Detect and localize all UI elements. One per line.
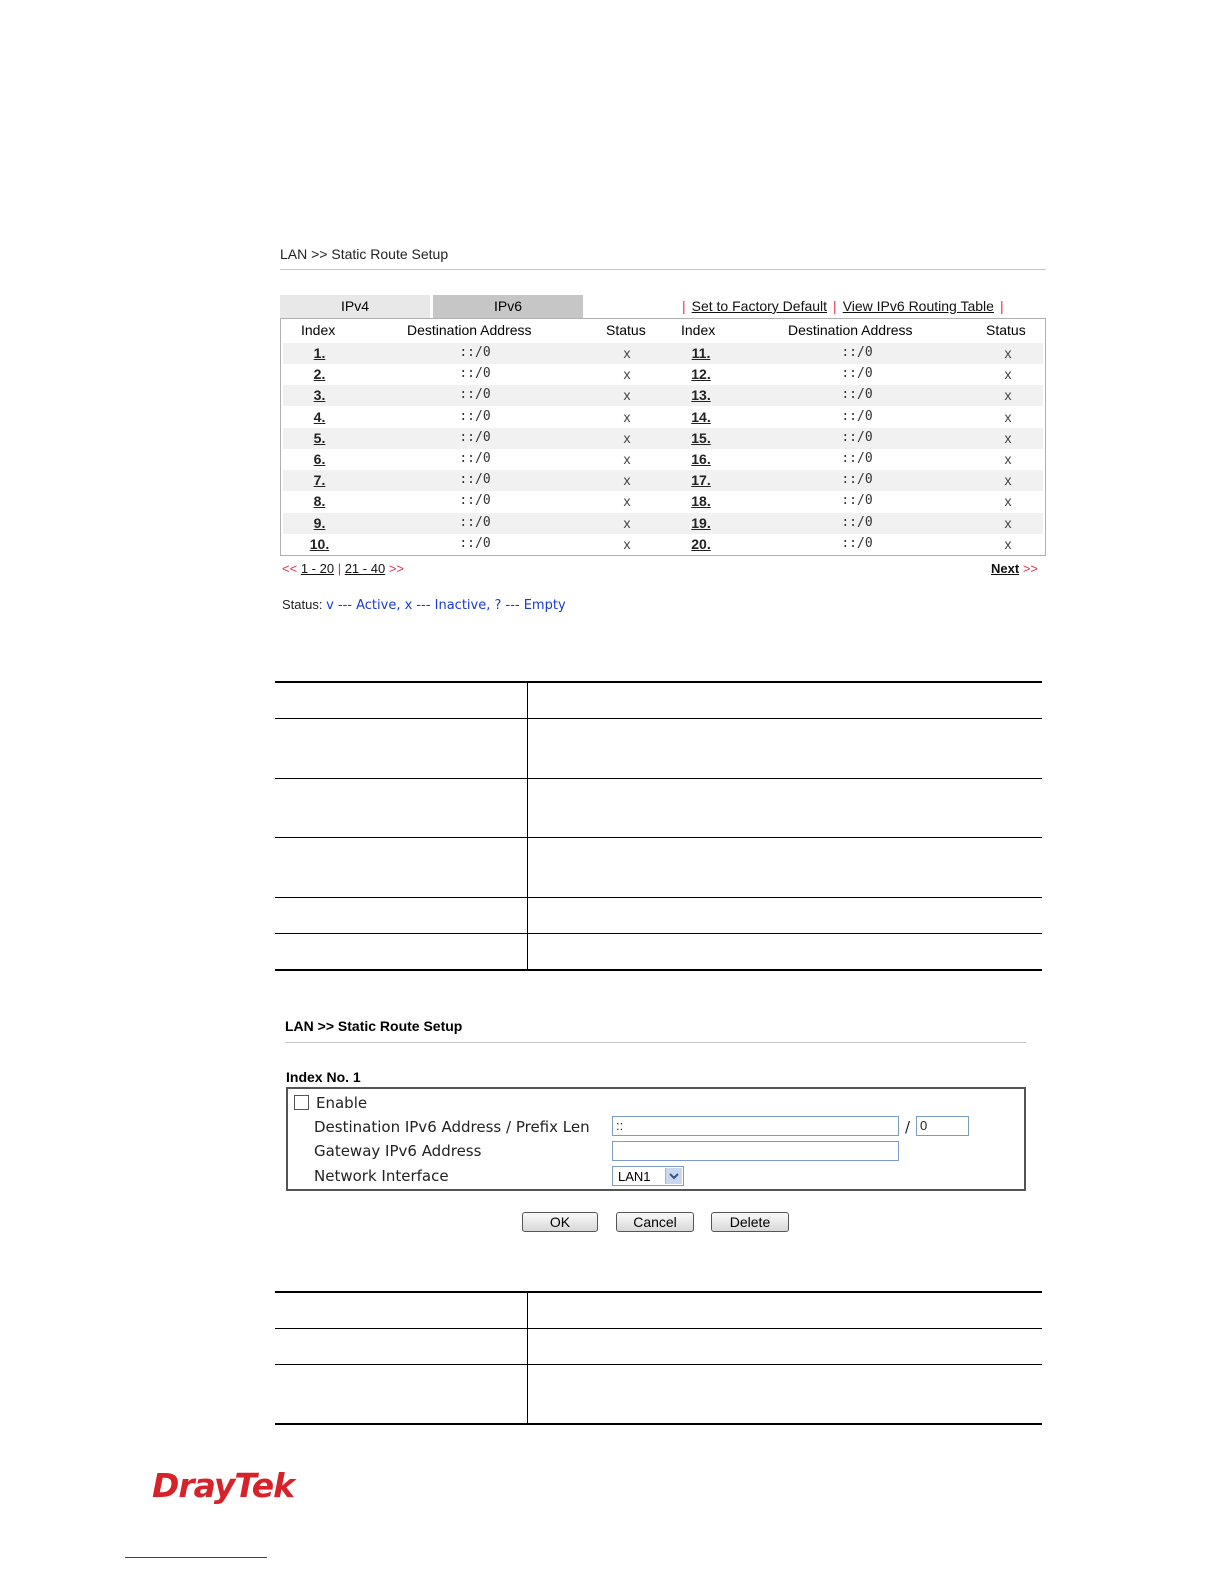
table-row xyxy=(283,491,1043,512)
route-status: x xyxy=(1004,451,1012,467)
destination-address: ::/0 xyxy=(459,366,491,382)
table-actions xyxy=(676,298,1046,314)
network-interface-label: Network Interface xyxy=(314,1167,449,1185)
route-status: x xyxy=(623,345,631,361)
col-header-index-right: Index xyxy=(681,322,716,338)
col-header-status-right: Status xyxy=(986,322,1026,338)
pager-next-arrows-mid[interactable]: >> xyxy=(388,561,404,576)
destination-address: ::/0 xyxy=(459,451,491,466)
route-index-link[interactable]: 3. xyxy=(313,387,326,404)
route-index-link[interactable]: 11. xyxy=(691,345,711,361)
status-legend-text: v --- Active, x --- Inactive, ? --- Empty xyxy=(326,598,566,613)
route-status: x xyxy=(623,535,631,552)
destination-address: ::/0 xyxy=(459,493,491,509)
route-index-link[interactable]: 17. xyxy=(691,472,711,489)
enable-checkbox[interactable] xyxy=(294,1095,309,1110)
route-status: x xyxy=(1004,493,1012,510)
enable-label: Enable xyxy=(316,1094,368,1112)
route-status: x xyxy=(1004,535,1012,552)
description-table-1 xyxy=(275,681,1042,971)
table-row xyxy=(283,470,1043,491)
route-index-link[interactable]: 4. xyxy=(313,408,326,425)
route-index-link[interactable]: 6. xyxy=(313,451,326,467)
network-interface-value: LAN1 xyxy=(618,1169,651,1184)
destination-address: ::/0 xyxy=(841,535,873,551)
route-index-link[interactable]: 14. xyxy=(691,408,711,425)
destination-address: ::/0 xyxy=(841,366,873,382)
destination-label: Destination IPv6 Address / Prefix Len xyxy=(314,1118,590,1136)
destination-address: ::/0 xyxy=(841,514,873,530)
route-status: x xyxy=(1004,387,1012,404)
route-status: x xyxy=(1004,472,1012,489)
gateway-label: Gateway IPv6 Address xyxy=(314,1142,482,1160)
destination-address: ::/0 xyxy=(841,408,873,424)
route-index-link[interactable]: 7. xyxy=(313,472,326,489)
route-index-link[interactable]: 10. xyxy=(309,535,330,552)
table-row xyxy=(283,385,1043,406)
destination-address: ::/0 xyxy=(459,408,491,424)
route-index-link[interactable]: 9. xyxy=(313,514,326,531)
destination-address: ::/0 xyxy=(841,345,873,360)
next-arrows[interactable]: >> xyxy=(1022,561,1038,576)
chevron-down-icon[interactable] xyxy=(665,1168,682,1184)
route-status: x xyxy=(623,451,631,467)
route-status: x xyxy=(623,408,631,425)
route-status: x xyxy=(1004,429,1012,446)
col-header-status-left: Status xyxy=(606,322,646,338)
route-status: x xyxy=(1004,366,1012,383)
pager-range-21-40[interactable]: 21 - 40 xyxy=(344,561,386,576)
delete-button[interactable]: Delete xyxy=(711,1212,789,1232)
route-status: x xyxy=(623,472,631,489)
destination-address: ::/0 xyxy=(459,514,491,530)
destination-address: ::/0 xyxy=(459,387,491,403)
col-header-destination-right: Destination Address xyxy=(788,322,913,338)
tab-ipv4[interactable]: IPv4 xyxy=(280,295,430,318)
destination-address: ::/0 xyxy=(459,345,491,360)
pager-next xyxy=(991,561,1038,576)
status-legend-label: Status: xyxy=(282,597,323,612)
route-status: x xyxy=(623,366,631,383)
table-row xyxy=(283,407,1043,428)
route-status: x xyxy=(1004,345,1012,361)
route-index-link[interactable]: 18. xyxy=(691,493,711,510)
route-index-link[interactable]: 13. xyxy=(691,387,711,404)
route-index-link[interactable]: 12. xyxy=(691,366,711,383)
route-status: x xyxy=(623,493,631,510)
title-divider xyxy=(280,269,1046,270)
pager xyxy=(282,561,404,576)
table-row xyxy=(283,343,1043,364)
tab-ipv6[interactable]: IPv6 xyxy=(433,295,583,318)
route-index-link[interactable]: 5. xyxy=(313,429,326,446)
route-status: x xyxy=(623,514,631,531)
index-number: Index No. 1 xyxy=(286,1069,361,1085)
gateway-address-input[interactable] xyxy=(612,1141,899,1161)
pager-separator: | xyxy=(337,561,342,576)
route-status: x xyxy=(623,387,631,404)
status-legend xyxy=(282,597,566,613)
link-separator: | xyxy=(682,298,686,314)
route-index-link[interactable]: 15. xyxy=(691,429,711,446)
route-index-link[interactable]: 1. xyxy=(313,345,326,361)
destination-address: ::/0 xyxy=(841,472,873,488)
table-row xyxy=(283,449,1043,470)
description-table-2 xyxy=(275,1291,1042,1426)
table-row xyxy=(283,428,1043,449)
col-header-destination-left: Destination Address xyxy=(407,322,532,338)
destination-address: ::/0 xyxy=(459,429,491,445)
route-index-link[interactable]: 19. xyxy=(691,514,711,531)
route-status: x xyxy=(1004,408,1012,425)
ok-button[interactable]: OK xyxy=(522,1212,598,1232)
draytek-logo: DrayTek xyxy=(152,1466,295,1505)
link-separator: | xyxy=(833,298,837,314)
table-row xyxy=(283,513,1043,534)
link-separator: | xyxy=(999,298,1004,314)
table-row xyxy=(283,364,1043,385)
set-factory-default-link[interactable]: Set to Factory Default xyxy=(691,298,828,314)
destination-address: ::/0 xyxy=(841,493,873,509)
edit-title-divider xyxy=(285,1042,1026,1043)
destination-address: ::/0 xyxy=(841,387,873,403)
prefix-slash: / xyxy=(905,1118,911,1136)
prefix-length-input[interactable]: 0 xyxy=(916,1116,969,1136)
col-header-index-left: Index xyxy=(301,322,336,338)
pager-prev-arrows[interactable]: << xyxy=(282,561,298,576)
view-ipv6-routing-table-link[interactable]: View IPv6 Routing Table xyxy=(842,298,994,314)
footer-line xyxy=(125,1557,267,1558)
edit-page-title: LAN >> Static Route Setup xyxy=(285,1018,463,1034)
network-interface-select[interactable] xyxy=(612,1166,684,1186)
destination-address: ::/0 xyxy=(459,472,491,488)
route-index-link[interactable]: 8. xyxy=(313,493,326,510)
next-page-link[interactable]: Next xyxy=(991,561,1020,576)
destination-address: ::/0 xyxy=(841,429,873,445)
table-row xyxy=(283,534,1043,555)
route-status: x xyxy=(623,429,631,446)
page-title: LAN >> Static Route Setup xyxy=(280,246,449,262)
route-index-link[interactable]: 2. xyxy=(313,366,326,383)
route-status: x xyxy=(1004,514,1012,531)
destination-address: ::/0 xyxy=(841,451,873,466)
route-index-link[interactable]: 16. xyxy=(691,451,711,467)
destination-address: ::/0 xyxy=(459,535,491,551)
route-index-link[interactable]: 20. xyxy=(691,535,711,552)
pager-range-1-20[interactable]: 1 - 20 xyxy=(300,561,335,576)
destination-address-input[interactable]: :: xyxy=(612,1116,899,1136)
cancel-button[interactable]: Cancel xyxy=(616,1212,694,1232)
